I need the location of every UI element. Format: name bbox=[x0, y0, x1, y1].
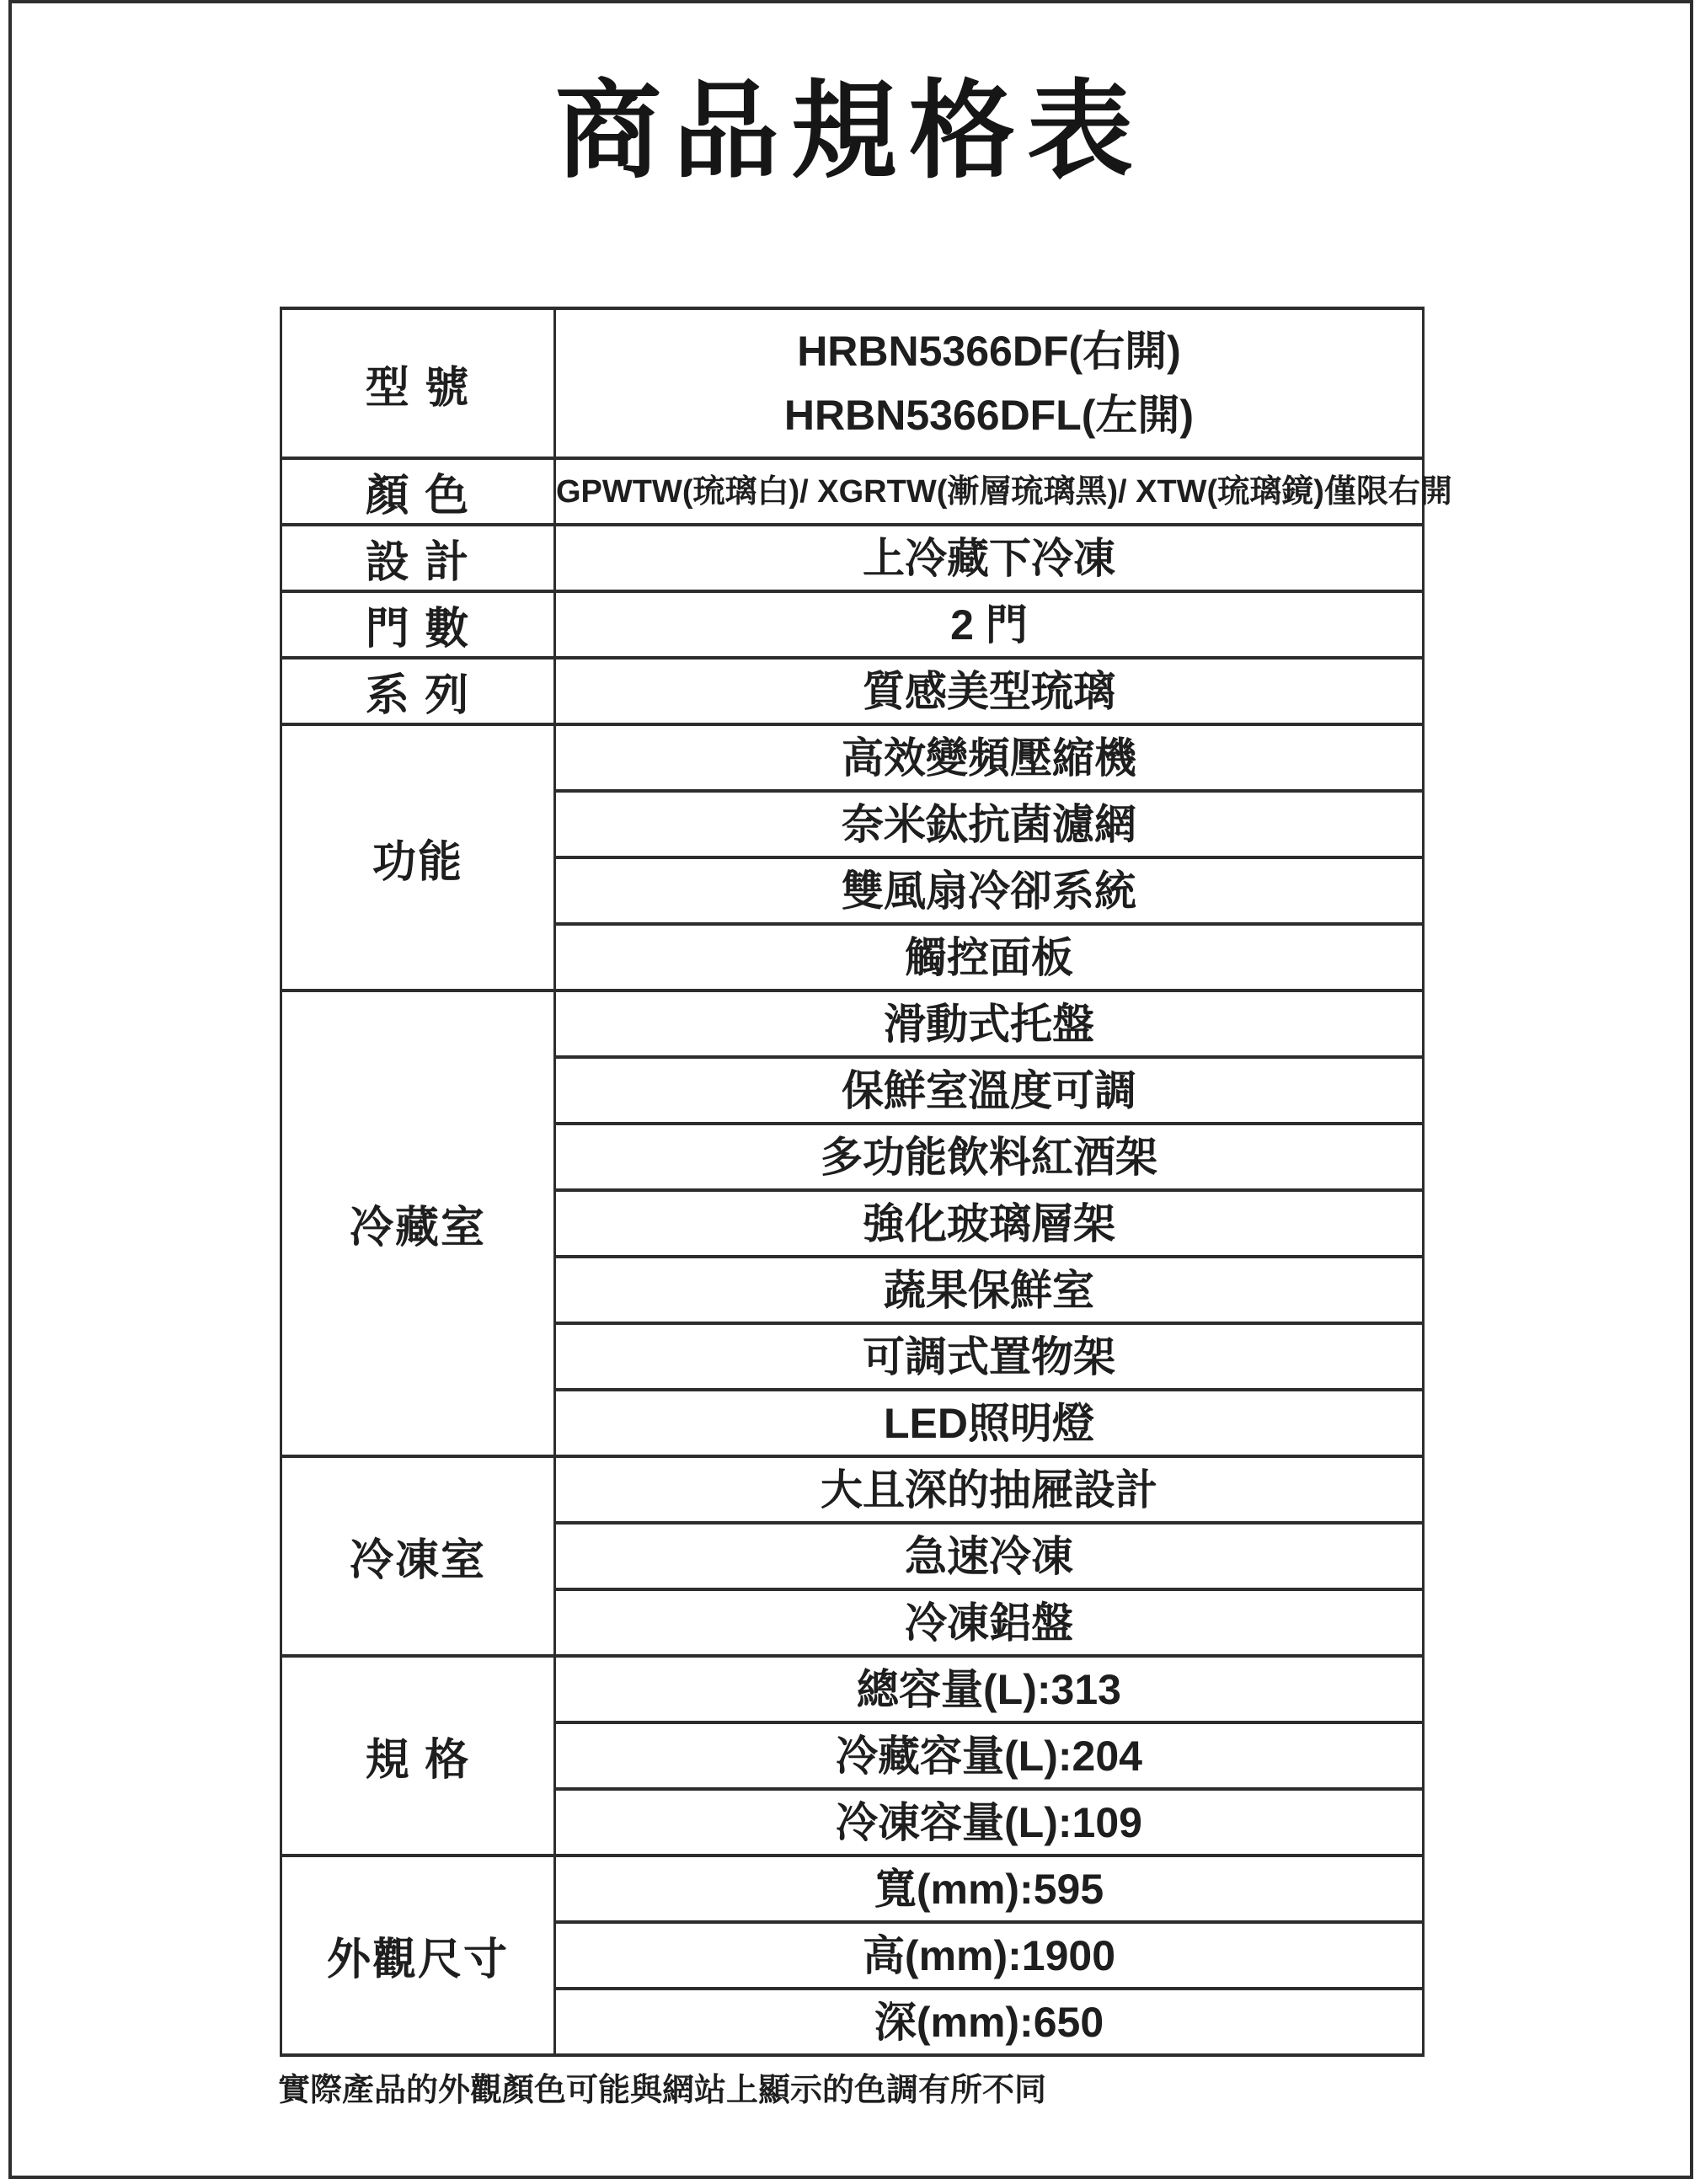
spec-section-label-dimensions: 外觀尺寸 bbox=[281, 1856, 555, 2055]
page-title: 商品規格表 bbox=[555, 72, 1145, 190]
spec-value-line: 質感美型琉璃 bbox=[863, 667, 1115, 715]
spec-value-line: 2 門 bbox=[950, 601, 1028, 649]
spec-value-line: 冷凍容量(L):109 bbox=[836, 1798, 1142, 1846]
spec-value-cell-features-2 bbox=[555, 857, 1424, 924]
spec-value-cell-design-0 bbox=[555, 525, 1424, 591]
spec-section-label-series: 系 列 bbox=[281, 658, 555, 724]
spec-value-line: 高效變頻壓縮機 bbox=[842, 734, 1136, 782]
spec-value-line: HRBN5366DF(右開) bbox=[797, 327, 1181, 375]
spec-row-dimensions-0 bbox=[281, 1856, 1424, 1922]
spec-table bbox=[280, 307, 1452, 2057]
spec-value-line: 雙風扇冷卻系統 bbox=[842, 867, 1136, 915]
spec-value-cell-features-0 bbox=[555, 724, 1424, 791]
spec-value-cell-capacity-spec-1 bbox=[555, 1722, 1424, 1789]
spec-value-cell-freezer-compartment-0 bbox=[555, 1456, 1424, 1523]
spec-value-cell-fridge-compartment-3 bbox=[555, 1190, 1424, 1257]
spec-value-line: 多功能飲料紅酒架 bbox=[821, 1133, 1157, 1181]
spec-value-cell-fridge-compartment-1 bbox=[555, 1057, 1424, 1124]
spec-value-cell-color-0 bbox=[555, 458, 1452, 525]
spec-value-line: 冷藏容量(L):204 bbox=[836, 1732, 1142, 1780]
spec-row-color-0 bbox=[281, 458, 1424, 525]
spec-row-fridge-compartment-0 bbox=[281, 991, 1424, 1057]
spec-value-line: 總容量(L):313 bbox=[857, 1665, 1121, 1713]
spec-value-cell-freezer-compartment-2 bbox=[555, 1589, 1424, 1656]
spec-value-line: 上冷藏下冷凍 bbox=[863, 534, 1115, 582]
spec-section-label-doors: 門 數 bbox=[281, 591, 555, 658]
spec-value-cell-dimensions-0 bbox=[555, 1856, 1424, 1922]
spec-value-line: GPWTW(琉璃白)/ XGRTW(漸層琉璃黑)/ XTW(琉璃鏡)僅限右開 bbox=[556, 473, 1452, 510]
spec-value-cell-doors-0 bbox=[555, 591, 1424, 658]
spec-section-label-fridge-compartment: 冷藏室 bbox=[281, 991, 555, 1456]
spec-row-capacity-spec-0 bbox=[281, 1656, 1424, 1722]
spec-value-line: 深(mm):650 bbox=[874, 1998, 1104, 2046]
spec-value-cell-freezer-compartment-1 bbox=[555, 1523, 1424, 1589]
spec-section-label-freezer-compartment: 冷凍室 bbox=[281, 1456, 555, 1656]
spec-row-series-0 bbox=[281, 658, 1424, 724]
spec-value-line: 蔬果保鮮室 bbox=[884, 1266, 1094, 1314]
spec-value-cell-fridge-compartment-0 bbox=[555, 991, 1424, 1057]
spec-value-cell-series-0 bbox=[555, 658, 1424, 724]
spec-value-line: 可調式置物架 bbox=[863, 1332, 1115, 1380]
spec-section-label-color: 顏 色 bbox=[281, 458, 555, 525]
spec-value-cell-dimensions-1 bbox=[555, 1922, 1424, 1989]
spec-value-cell-capacity-spec-2 bbox=[555, 1789, 1424, 1856]
footer-note: 實際產品的外觀顏色可能與網站上顯示的色調有所不同 bbox=[278, 2073, 1047, 2108]
spec-section-label-design: 設 計 bbox=[281, 525, 555, 591]
spec-row-model-0 bbox=[281, 308, 1424, 458]
spec-value-line: 高(mm):1900 bbox=[862, 1931, 1116, 1979]
spec-value-line: 奈米鈦抗菌濾網 bbox=[842, 800, 1136, 848]
spec-section-label-capacity-spec: 規 格 bbox=[281, 1656, 555, 1856]
spec-value-cell-features-3 bbox=[555, 924, 1424, 991]
spec-row-features-0 bbox=[281, 724, 1424, 791]
spec-value-cell-fridge-compartment-2 bbox=[555, 1124, 1424, 1190]
spec-value-line: 滑動式托盤 bbox=[884, 1000, 1094, 1048]
spec-value-line: HRBN5366DFL(左開) bbox=[783, 392, 1195, 439]
spec-section-label-features: 功能 bbox=[281, 724, 555, 991]
spec-value-line: 強化玻璃層架 bbox=[863, 1199, 1115, 1247]
spec-value-cell-fridge-compartment-5 bbox=[555, 1323, 1424, 1390]
spec-value-cell-features-1 bbox=[555, 791, 1424, 857]
spec-value-line: 寬(mm):595 bbox=[874, 1865, 1104, 1913]
spec-value-line: 保鮮室溫度可調 bbox=[842, 1066, 1136, 1114]
spec-value-cell-model-0 bbox=[555, 308, 1424, 458]
spec-value-line: 冷凍鋁盤 bbox=[905, 1599, 1073, 1647]
spec-row-doors-0 bbox=[281, 591, 1424, 658]
spec-row-freezer-compartment-0 bbox=[281, 1456, 1424, 1523]
spec-section-label-model: 型 號 bbox=[281, 308, 555, 458]
spec-value-line: 觸控面板 bbox=[905, 933, 1073, 981]
spec-value-cell-fridge-compartment-6 bbox=[555, 1390, 1424, 1456]
spec-value-line: 急速冷凍 bbox=[905, 1532, 1073, 1580]
spec-row-design-0 bbox=[281, 525, 1424, 591]
spec-value-line: LED照明燈 bbox=[884, 1399, 1094, 1447]
spec-value-cell-fridge-compartment-4 bbox=[555, 1257, 1424, 1323]
spec-value-cell-capacity-spec-0 bbox=[555, 1656, 1424, 1722]
spec-value-cell-dimensions-2 bbox=[555, 1989, 1424, 2055]
spec-value-line: 大且深的抽屜設計 bbox=[821, 1466, 1157, 1514]
